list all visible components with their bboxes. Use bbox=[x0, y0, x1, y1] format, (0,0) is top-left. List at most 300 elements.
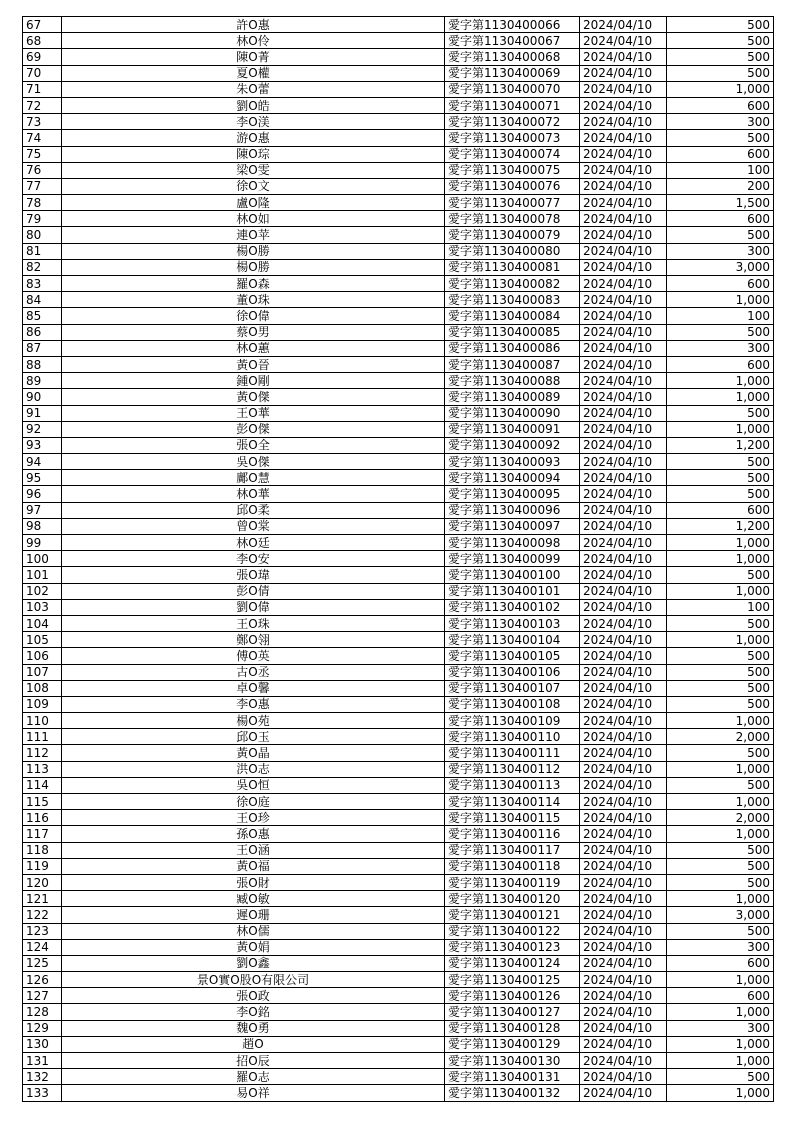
table-row bbox=[23, 745, 774, 761]
row-number-cell: 86 bbox=[23, 324, 62, 340]
donation-date-cell: 2024/04/10 bbox=[580, 437, 667, 453]
donor-name-cell: 蔡O男 bbox=[62, 324, 445, 340]
table-row bbox=[23, 146, 774, 162]
table-row bbox=[23, 178, 774, 194]
donor-name-cell: 吳O恒 bbox=[62, 777, 445, 793]
receipt-number-cell: 愛字第1130400097 bbox=[445, 518, 580, 534]
donation-table bbox=[22, 16, 774, 1102]
table-row bbox=[23, 421, 774, 437]
receipt-number-cell: 愛字第1130400078 bbox=[445, 211, 580, 227]
row-number-cell: 80 bbox=[23, 227, 62, 243]
table-row bbox=[23, 308, 774, 324]
receipt-number-cell: 愛字第1130400098 bbox=[445, 535, 580, 551]
table-row bbox=[23, 389, 774, 405]
donation-date-cell: 2024/04/10 bbox=[580, 1020, 667, 1036]
row-number-cell: 89 bbox=[23, 373, 62, 389]
row-number-cell: 99 bbox=[23, 535, 62, 551]
donation-date-cell: 2024/04/10 bbox=[580, 939, 667, 955]
row-number-cell: 124 bbox=[23, 939, 62, 955]
receipt-number-cell: 愛字第1130400083 bbox=[445, 292, 580, 308]
table-row bbox=[23, 97, 774, 113]
amount-cell: 1,000 bbox=[667, 373, 774, 389]
donation-date-cell: 2024/04/10 bbox=[580, 648, 667, 664]
amount-cell: 300 bbox=[667, 1020, 774, 1036]
receipt-number-cell: 愛字第1130400091 bbox=[445, 421, 580, 437]
donor-name-cell: 李O惠 bbox=[62, 696, 445, 712]
amount-cell: 500 bbox=[667, 1069, 774, 1085]
table-row bbox=[23, 49, 774, 65]
donation-date-cell: 2024/04/10 bbox=[580, 81, 667, 97]
receipt-number-cell: 愛字第1130400085 bbox=[445, 324, 580, 340]
donation-date-cell: 2024/04/10 bbox=[580, 276, 667, 292]
table-row bbox=[23, 858, 774, 874]
amount-cell: 300 bbox=[667, 939, 774, 955]
amount-cell: 1,000 bbox=[667, 1004, 774, 1020]
table-row bbox=[23, 227, 774, 243]
row-number-cell: 114 bbox=[23, 777, 62, 793]
donor-name-cell: 林O伶 bbox=[62, 33, 445, 49]
receipt-number-cell: 愛字第1130400117 bbox=[445, 842, 580, 858]
row-number-cell: 82 bbox=[23, 259, 62, 275]
donation-date-cell: 2024/04/10 bbox=[580, 1069, 667, 1085]
donor-name-cell: 邱O玉 bbox=[62, 729, 445, 745]
row-number-cell: 116 bbox=[23, 810, 62, 826]
amount-cell: 100 bbox=[667, 162, 774, 178]
amount-cell: 500 bbox=[667, 615, 774, 631]
row-number-cell: 131 bbox=[23, 1053, 62, 1069]
amount-cell: 500 bbox=[667, 842, 774, 858]
table-row bbox=[23, 340, 774, 356]
table-row bbox=[23, 1069, 774, 1085]
donor-name-cell: 梁O雯 bbox=[62, 162, 445, 178]
amount-cell: 500 bbox=[667, 65, 774, 81]
receipt-number-cell: 愛字第1130400089 bbox=[445, 389, 580, 405]
receipt-number-cell: 愛字第1130400119 bbox=[445, 874, 580, 890]
table-row bbox=[23, 842, 774, 858]
donation-date-cell: 2024/04/10 bbox=[580, 632, 667, 648]
receipt-number-cell: 愛字第1130400069 bbox=[445, 65, 580, 81]
receipt-number-cell: 愛字第1130400121 bbox=[445, 907, 580, 923]
receipt-number-cell: 愛字第1130400090 bbox=[445, 405, 580, 421]
donation-date-cell: 2024/04/10 bbox=[580, 955, 667, 971]
amount-cell: 500 bbox=[667, 130, 774, 146]
amount-cell: 1,000 bbox=[667, 551, 774, 567]
amount-cell: 1,000 bbox=[667, 761, 774, 777]
donor-name-cell: 劉O鑫 bbox=[62, 955, 445, 971]
donation-date-cell: 2024/04/10 bbox=[580, 826, 667, 842]
table-row bbox=[23, 955, 774, 971]
row-number-cell: 81 bbox=[23, 243, 62, 259]
table-row bbox=[23, 551, 774, 567]
table-row bbox=[23, 826, 774, 842]
receipt-number-cell: 愛字第1130400092 bbox=[445, 437, 580, 453]
table-row bbox=[23, 65, 774, 81]
amount-cell: 500 bbox=[667, 454, 774, 470]
donation-date-cell: 2024/04/10 bbox=[580, 195, 667, 211]
donor-name-cell: 楊O勝 bbox=[62, 259, 445, 275]
donation-date-cell: 2024/04/10 bbox=[580, 162, 667, 178]
row-number-cell: 105 bbox=[23, 632, 62, 648]
donor-name-cell: 傅O英 bbox=[62, 648, 445, 664]
amount-cell: 300 bbox=[667, 114, 774, 130]
receipt-number-cell: 愛字第1130400096 bbox=[445, 502, 580, 518]
table-row bbox=[23, 891, 774, 907]
donor-name-cell: 黃O傑 bbox=[62, 389, 445, 405]
donation-date-cell: 2024/04/10 bbox=[580, 1036, 667, 1052]
amount-cell: 600 bbox=[667, 988, 774, 1004]
receipt-number-cell: 愛字第1130400080 bbox=[445, 243, 580, 259]
donation-date-cell: 2024/04/10 bbox=[580, 146, 667, 162]
donor-name-cell: 黃O晶 bbox=[62, 745, 445, 761]
table-row bbox=[23, 81, 774, 97]
receipt-number-cell: 愛字第1130400116 bbox=[445, 826, 580, 842]
receipt-number-cell: 愛字第1130400076 bbox=[445, 178, 580, 194]
donor-name-cell: 李O安 bbox=[62, 551, 445, 567]
table-row bbox=[23, 518, 774, 534]
donor-name-cell: 曾O棠 bbox=[62, 518, 445, 534]
amount-cell: 1,000 bbox=[667, 794, 774, 810]
table-row bbox=[23, 373, 774, 389]
amount-cell: 600 bbox=[667, 146, 774, 162]
amount-cell: 1,000 bbox=[667, 1036, 774, 1052]
donor-name-cell: 徐O庭 bbox=[62, 794, 445, 810]
amount-cell: 500 bbox=[667, 664, 774, 680]
donor-name-cell: 彭O傑 bbox=[62, 421, 445, 437]
donor-name-cell: 遲O珊 bbox=[62, 907, 445, 923]
donor-name-cell: 卓O馨 bbox=[62, 680, 445, 696]
donor-name-cell: 林O儒 bbox=[62, 923, 445, 939]
receipt-number-cell: 愛字第1130400132 bbox=[445, 1085, 580, 1101]
amount-cell: 600 bbox=[667, 502, 774, 518]
donor-name-cell: 羅O森 bbox=[62, 276, 445, 292]
table-row bbox=[23, 923, 774, 939]
receipt-number-cell: 愛字第1130400082 bbox=[445, 276, 580, 292]
donation-date-cell: 2024/04/10 bbox=[580, 907, 667, 923]
table-row bbox=[23, 988, 774, 1004]
donor-name-cell: 孫O惠 bbox=[62, 826, 445, 842]
row-number-cell: 90 bbox=[23, 389, 62, 405]
table-row bbox=[23, 502, 774, 518]
receipt-number-cell: 愛字第1130400088 bbox=[445, 373, 580, 389]
donation-date-cell: 2024/04/10 bbox=[580, 227, 667, 243]
table-row bbox=[23, 1085, 774, 1101]
receipt-number-cell: 愛字第1130400103 bbox=[445, 615, 580, 631]
donor-name-cell: 林O廷 bbox=[62, 535, 445, 551]
row-number-cell: 93 bbox=[23, 437, 62, 453]
row-number-cell: 72 bbox=[23, 97, 62, 113]
receipt-number-cell: 愛字第1130400123 bbox=[445, 939, 580, 955]
donation-date-cell: 2024/04/10 bbox=[580, 486, 667, 502]
donation-date-cell: 2024/04/10 bbox=[580, 696, 667, 712]
row-number-cell: 127 bbox=[23, 988, 62, 1004]
donor-name-cell: 徐O文 bbox=[62, 178, 445, 194]
donor-name-cell: 王O珠 bbox=[62, 615, 445, 631]
amount-cell: 500 bbox=[667, 696, 774, 712]
donor-name-cell: 鄺O慧 bbox=[62, 470, 445, 486]
receipt-number-cell: 愛字第1130400071 bbox=[445, 97, 580, 113]
amount-cell: 600 bbox=[667, 955, 774, 971]
donation-date-cell: 2024/04/10 bbox=[580, 972, 667, 988]
amount-cell: 1,000 bbox=[667, 713, 774, 729]
donor-name-cell: 吳O傑 bbox=[62, 454, 445, 470]
row-number-cell: 117 bbox=[23, 826, 62, 842]
donor-name-cell: 鄭O翎 bbox=[62, 632, 445, 648]
receipt-number-cell: 愛字第1130400115 bbox=[445, 810, 580, 826]
row-number-cell: 115 bbox=[23, 794, 62, 810]
donation-date-cell: 2024/04/10 bbox=[580, 1085, 667, 1101]
donor-name-cell: 游O惠 bbox=[62, 130, 445, 146]
amount-cell: 500 bbox=[667, 567, 774, 583]
amount-cell: 100 bbox=[667, 308, 774, 324]
row-number-cell: 95 bbox=[23, 470, 62, 486]
donation-table-body bbox=[23, 17, 774, 1102]
donation-date-cell: 2024/04/10 bbox=[580, 874, 667, 890]
table-row bbox=[23, 33, 774, 49]
amount-cell: 1,000 bbox=[667, 389, 774, 405]
donor-name-cell: 張O財 bbox=[62, 874, 445, 890]
donation-date-cell: 2024/04/10 bbox=[580, 713, 667, 729]
donation-date-cell: 2024/04/10 bbox=[580, 389, 667, 405]
row-number-cell: 102 bbox=[23, 583, 62, 599]
receipt-number-cell: 愛字第1130400128 bbox=[445, 1020, 580, 1036]
receipt-number-cell: 愛字第1130400122 bbox=[445, 923, 580, 939]
amount-cell: 1,000 bbox=[667, 891, 774, 907]
amount-cell: 500 bbox=[667, 227, 774, 243]
donor-name-cell: 招O辰 bbox=[62, 1053, 445, 1069]
row-number-cell: 87 bbox=[23, 340, 62, 356]
row-number-cell: 76 bbox=[23, 162, 62, 178]
donation-date-cell: 2024/04/10 bbox=[580, 33, 667, 49]
donation-date-cell: 2024/04/10 bbox=[580, 97, 667, 113]
donation-date-cell: 2024/04/10 bbox=[580, 178, 667, 194]
donor-name-cell: 邱O柔 bbox=[62, 502, 445, 518]
table-row bbox=[23, 696, 774, 712]
row-number-cell: 98 bbox=[23, 518, 62, 534]
receipt-number-cell: 愛字第1130400075 bbox=[445, 162, 580, 178]
donor-name-cell: 楊O勝 bbox=[62, 243, 445, 259]
donation-date-cell: 2024/04/10 bbox=[580, 243, 667, 259]
receipt-number-cell: 愛字第1130400099 bbox=[445, 551, 580, 567]
donor-name-cell: 劉O皓 bbox=[62, 97, 445, 113]
amount-cell: 500 bbox=[667, 874, 774, 890]
amount-cell: 1,500 bbox=[667, 195, 774, 211]
row-number-cell: 88 bbox=[23, 356, 62, 372]
receipt-number-cell: 愛字第1130400110 bbox=[445, 729, 580, 745]
donation-date-cell: 2024/04/10 bbox=[580, 211, 667, 227]
donor-name-cell: 黃O晉 bbox=[62, 356, 445, 372]
table-row bbox=[23, 243, 774, 259]
receipt-number-cell: 愛字第1130400126 bbox=[445, 988, 580, 1004]
donation-date-cell: 2024/04/10 bbox=[580, 988, 667, 1004]
amount-cell: 500 bbox=[667, 17, 774, 33]
donation-date-cell: 2024/04/10 bbox=[580, 810, 667, 826]
donation-date-cell: 2024/04/10 bbox=[580, 308, 667, 324]
table-row bbox=[23, 276, 774, 292]
donor-name-cell: 洪O志 bbox=[62, 761, 445, 777]
donor-name-cell: 夏O權 bbox=[62, 65, 445, 81]
row-number-cell: 106 bbox=[23, 648, 62, 664]
donor-name-cell: 黃O娟 bbox=[62, 939, 445, 955]
donor-name-cell: 董O珠 bbox=[62, 292, 445, 308]
receipt-number-cell: 愛字第1130400084 bbox=[445, 308, 580, 324]
receipt-number-cell: 愛字第1130400081 bbox=[445, 259, 580, 275]
receipt-number-cell: 愛字第1130400111 bbox=[445, 745, 580, 761]
amount-cell: 500 bbox=[667, 405, 774, 421]
table-row bbox=[23, 583, 774, 599]
donation-date-cell: 2024/04/10 bbox=[580, 421, 667, 437]
table-row bbox=[23, 211, 774, 227]
row-number-cell: 119 bbox=[23, 858, 62, 874]
donor-name-cell: 臧O敏 bbox=[62, 891, 445, 907]
donation-date-cell: 2024/04/10 bbox=[580, 551, 667, 567]
receipt-number-cell: 愛字第1130400095 bbox=[445, 486, 580, 502]
donation-date-cell: 2024/04/10 bbox=[580, 923, 667, 939]
donation-date-cell: 2024/04/10 bbox=[580, 583, 667, 599]
receipt-number-cell: 愛字第1130400068 bbox=[445, 49, 580, 65]
donor-name-cell: 連O苹 bbox=[62, 227, 445, 243]
row-number-cell: 91 bbox=[23, 405, 62, 421]
donor-name-cell: 朱O蕾 bbox=[62, 81, 445, 97]
donor-name-cell: 易O祥 bbox=[62, 1085, 445, 1101]
donation-date-cell: 2024/04/10 bbox=[580, 114, 667, 130]
donation-date-cell: 2024/04/10 bbox=[580, 1053, 667, 1069]
table-row bbox=[23, 130, 774, 146]
row-number-cell: 67 bbox=[23, 17, 62, 33]
row-number-cell: 104 bbox=[23, 615, 62, 631]
receipt-number-cell: 愛字第1130400127 bbox=[445, 1004, 580, 1020]
donation-date-cell: 2024/04/10 bbox=[580, 729, 667, 745]
row-number-cell: 78 bbox=[23, 195, 62, 211]
donation-date-cell: 2024/04/10 bbox=[580, 502, 667, 518]
row-number-cell: 130 bbox=[23, 1036, 62, 1052]
amount-cell: 2,000 bbox=[667, 729, 774, 745]
receipt-number-cell: 愛字第1130400066 bbox=[445, 17, 580, 33]
amount-cell: 500 bbox=[667, 49, 774, 65]
donation-date-cell: 2024/04/10 bbox=[580, 615, 667, 631]
row-number-cell: 103 bbox=[23, 599, 62, 615]
row-number-cell: 68 bbox=[23, 33, 62, 49]
table-row bbox=[23, 114, 774, 130]
table-row bbox=[23, 713, 774, 729]
donor-name-cell: 李O渼 bbox=[62, 114, 445, 130]
table-row bbox=[23, 939, 774, 955]
donation-date-cell: 2024/04/10 bbox=[580, 535, 667, 551]
amount-cell: 3,000 bbox=[667, 907, 774, 923]
donor-name-cell: 陳O琮 bbox=[62, 146, 445, 162]
row-number-cell: 101 bbox=[23, 567, 62, 583]
receipt-number-cell: 愛字第1130400073 bbox=[445, 130, 580, 146]
amount-cell: 1,000 bbox=[667, 583, 774, 599]
table-row bbox=[23, 648, 774, 664]
donor-name-cell: 趙O bbox=[62, 1036, 445, 1052]
donation-date-cell: 2024/04/10 bbox=[580, 292, 667, 308]
row-number-cell: 121 bbox=[23, 891, 62, 907]
table-row bbox=[23, 874, 774, 890]
receipt-number-cell: 愛字第1130400077 bbox=[445, 195, 580, 211]
donor-name-cell: 王O華 bbox=[62, 405, 445, 421]
row-number-cell: 109 bbox=[23, 696, 62, 712]
row-number-cell: 75 bbox=[23, 146, 62, 162]
row-number-cell: 132 bbox=[23, 1069, 62, 1085]
row-number-cell: 112 bbox=[23, 745, 62, 761]
table-row bbox=[23, 664, 774, 680]
donation-date-cell: 2024/04/10 bbox=[580, 356, 667, 372]
table-row bbox=[23, 907, 774, 923]
receipt-number-cell: 愛字第1130400129 bbox=[445, 1036, 580, 1052]
receipt-number-cell: 愛字第1130400124 bbox=[445, 955, 580, 971]
row-number-cell: 122 bbox=[23, 907, 62, 923]
receipt-number-cell: 愛字第1130400087 bbox=[445, 356, 580, 372]
donor-name-cell: 李O銘 bbox=[62, 1004, 445, 1020]
amount-cell: 500 bbox=[667, 33, 774, 49]
donor-name-cell: 景O實O股O有限公司 bbox=[62, 972, 445, 988]
donation-date-cell: 2024/04/10 bbox=[580, 891, 667, 907]
amount-cell: 200 bbox=[667, 178, 774, 194]
receipt-number-cell: 愛字第1130400130 bbox=[445, 1053, 580, 1069]
receipt-number-cell: 愛字第1130400105 bbox=[445, 648, 580, 664]
row-number-cell: 84 bbox=[23, 292, 62, 308]
donor-name-cell: 林O如 bbox=[62, 211, 445, 227]
receipt-number-cell: 愛字第1130400067 bbox=[445, 33, 580, 49]
row-number-cell: 70 bbox=[23, 65, 62, 81]
table-row bbox=[23, 454, 774, 470]
row-number-cell: 125 bbox=[23, 955, 62, 971]
receipt-number-cell: 愛字第1130400074 bbox=[445, 146, 580, 162]
donation-date-cell: 2024/04/10 bbox=[580, 259, 667, 275]
row-number-cell: 128 bbox=[23, 1004, 62, 1020]
row-number-cell: 120 bbox=[23, 874, 62, 890]
receipt-number-cell: 愛字第1130400102 bbox=[445, 599, 580, 615]
row-number-cell: 111 bbox=[23, 729, 62, 745]
table-row bbox=[23, 599, 774, 615]
donation-date-cell: 2024/04/10 bbox=[580, 373, 667, 389]
row-number-cell: 71 bbox=[23, 81, 62, 97]
table-row bbox=[23, 810, 774, 826]
receipt-number-cell: 愛字第1130400120 bbox=[445, 891, 580, 907]
receipt-number-cell: 愛字第1130400100 bbox=[445, 567, 580, 583]
receipt-number-cell: 愛字第1130400109 bbox=[445, 713, 580, 729]
receipt-number-cell: 愛字第1130400101 bbox=[445, 583, 580, 599]
donation-date-cell: 2024/04/10 bbox=[580, 664, 667, 680]
donor-name-cell: 彭O倩 bbox=[62, 583, 445, 599]
row-number-cell: 77 bbox=[23, 178, 62, 194]
receipt-number-cell: 愛字第1130400072 bbox=[445, 114, 580, 130]
receipt-number-cell: 愛字第1130400108 bbox=[445, 696, 580, 712]
amount-cell: 100 bbox=[667, 599, 774, 615]
donation-date-cell: 2024/04/10 bbox=[580, 130, 667, 146]
table-row bbox=[23, 470, 774, 486]
donor-name-cell: 張O政 bbox=[62, 988, 445, 1004]
amount-cell: 500 bbox=[667, 324, 774, 340]
donation-date-cell: 2024/04/10 bbox=[580, 842, 667, 858]
receipt-number-cell: 愛字第1130400104 bbox=[445, 632, 580, 648]
amount-cell: 500 bbox=[667, 777, 774, 793]
row-number-cell: 133 bbox=[23, 1085, 62, 1101]
receipt-number-cell: 愛字第1130400125 bbox=[445, 972, 580, 988]
donation-date-cell: 2024/04/10 bbox=[580, 794, 667, 810]
donation-date-cell: 2024/04/10 bbox=[580, 405, 667, 421]
table-row bbox=[23, 1004, 774, 1020]
row-number-cell: 74 bbox=[23, 130, 62, 146]
table-row bbox=[23, 777, 774, 793]
receipt-number-cell: 愛字第1130400106 bbox=[445, 664, 580, 680]
amount-cell: 1,000 bbox=[667, 632, 774, 648]
donor-name-cell: 鍾O剛 bbox=[62, 373, 445, 389]
receipt-number-cell: 愛字第1130400086 bbox=[445, 340, 580, 356]
row-number-cell: 73 bbox=[23, 114, 62, 130]
amount-cell: 2,000 bbox=[667, 810, 774, 826]
donor-name-cell: 張O瑋 bbox=[62, 567, 445, 583]
